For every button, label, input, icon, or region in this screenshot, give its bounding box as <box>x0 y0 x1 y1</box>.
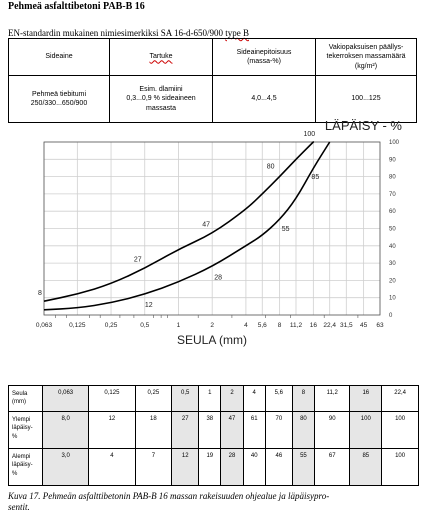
cell-line: 4,0...4,5 <box>251 95 277 103</box>
sieves-cell: 0,5 <box>172 386 199 412</box>
curve-value-label: 47 <box>202 221 211 229</box>
chart-grid <box>44 142 380 318</box>
y-tick-label: 60 <box>389 209 396 216</box>
x-tick-label: 0,125 <box>69 322 86 329</box>
lower-cell: 28 <box>221 449 243 486</box>
x-tick-label: 11,2 <box>289 322 303 329</box>
sieves-cell: 16 <box>350 386 382 412</box>
cell-line: (massa-%) <box>247 58 281 65</box>
y-tick-label: 70 <box>389 191 396 198</box>
cell-line: 250/330...650/900 <box>30 100 88 107</box>
sieves-cell: 4 <box>243 386 265 412</box>
curve-value-label: 12 <box>144 302 153 310</box>
spec-header-binder <box>9 39 110 76</box>
row-label <box>9 412 43 449</box>
y-tick-label: 90 <box>389 157 396 164</box>
sieve-row <box>9 386 419 412</box>
curve-value-label: 55 <box>281 225 290 233</box>
row-label-line: läpäisy- <box>12 425 33 432</box>
y-tick-label: 20 <box>389 278 396 285</box>
cell-line: (kg/m²) <box>354 62 378 70</box>
spec-cell-mass <box>316 76 417 123</box>
cell-line: Pehmeä tiebitumi <box>31 90 87 98</box>
y-tick-label: 0 <box>389 313 393 319</box>
lower-cell: 40 <box>243 449 265 486</box>
lower-cell: 3,0 <box>43 449 89 486</box>
upper-cell: 70 <box>265 412 292 449</box>
row-label-line: % <box>12 470 18 477</box>
grading-chart <box>0 118 429 350</box>
row-label <box>9 449 43 486</box>
x-tick-label: 0,25 <box>104 322 118 329</box>
curve-value-label: 28 <box>214 274 223 282</box>
page-title: Pehmeä asfalttibetoni PAB-B 16 <box>8 1 145 12</box>
y-tick-label: 100 <box>389 140 400 146</box>
x-axis-ticks <box>36 322 384 329</box>
x-tick-label: 8 <box>277 322 282 329</box>
curve-value-label: 80 <box>266 163 275 171</box>
upper-cell: 100 <box>382 412 419 449</box>
cell-line: Vakiopaksuisen päällys- <box>328 43 404 51</box>
row-label-line: % <box>12 433 18 440</box>
sieves-cell: 1 <box>199 386 221 412</box>
upper-cell: 12 <box>89 412 135 449</box>
upper-cell: 80 <box>292 412 314 449</box>
x-tick-label: 16 <box>309 322 317 329</box>
cell-line: 100...125 <box>351 95 381 103</box>
sieves-cell: 0,25 <box>135 386 172 412</box>
sieves-cell: 0,125 <box>89 386 135 412</box>
cell-line: Esim. dlamiini <box>139 85 183 93</box>
curve-value-label: 85 <box>311 173 320 181</box>
y-axis-ticks <box>389 140 400 319</box>
sieves-cell: 22,4 <box>382 386 419 412</box>
x-tick-label: 5,6 <box>257 322 267 329</box>
spec-header-binder-content <box>213 39 316 76</box>
upper-cell: 47 <box>221 412 243 449</box>
sieves-cell: 11,2 <box>315 386 350 412</box>
cell-line: Sideainepitoisuus <box>236 48 292 56</box>
lower-cell: 55 <box>292 449 314 486</box>
row-label-line: Alempi <box>12 454 31 460</box>
curve-value-label: 27 <box>133 256 142 264</box>
spec-header-mass <box>316 39 417 76</box>
upper-cell: 100 <box>350 412 382 449</box>
x-tick-label: 31,5 <box>339 322 353 329</box>
x-tick-label: 1 <box>176 322 181 329</box>
cell-line: Tartuke <box>149 53 173 61</box>
spec-cell-adhesion <box>110 76 213 123</box>
spec-header-adhesion <box>110 39 213 76</box>
spec-cell-binder <box>9 76 110 123</box>
figure-caption <box>8 491 420 514</box>
lower-cell: 19 <box>199 449 221 486</box>
sieves-cell: 0,063 <box>43 386 89 412</box>
y-tick-label: 40 <box>389 243 396 250</box>
upper-cell: 38 <box>199 412 221 449</box>
grading-table <box>8 385 419 486</box>
curve-value-label: 100 <box>303 131 316 138</box>
caption-line: sentit. <box>8 502 30 513</box>
lower-cell: 85 <box>350 449 382 486</box>
y-tick-label: 10 <box>389 295 396 302</box>
lower-cell: 46 <box>265 449 292 486</box>
x-tick-label: 22,4 <box>323 322 337 329</box>
upper-cell: 27 <box>172 412 199 449</box>
x-tick-label: 0,063 <box>35 322 53 329</box>
lower-cell: 12 <box>172 449 199 486</box>
spec-cell-binder-content <box>213 76 316 123</box>
specification-table <box>8 38 417 123</box>
upper-cell: 90 <box>315 412 350 449</box>
x-tick-label: 0,5 <box>140 322 150 329</box>
sieves-cell: 5,6 <box>265 386 292 412</box>
lower-row <box>9 449 419 486</box>
upper-cell: 8,0 <box>43 412 89 449</box>
upper-cell: 61 <box>243 412 265 449</box>
curve-value-label: 8 <box>38 290 42 298</box>
sieves-cell: 8 <box>292 386 314 412</box>
chart-title: LÄPÄISY - % <box>324 118 402 133</box>
x-axis-label: SEULA (mm) <box>176 333 248 347</box>
y-tick-label: 80 <box>389 174 396 181</box>
y-tick-label: 50 <box>389 226 396 233</box>
row-label-line: Ylempi <box>12 417 31 423</box>
cell-line: 0,3...0,9 % sideaineen <box>126 95 196 103</box>
caption-line: Kuva 17. Pehmeän asfalttibetonin PAB-B 16 massan rakeisuuden ohjealue ja läpäisypro- <box>8 491 330 501</box>
standard-type: type B <box>225 28 249 38</box>
lower-cell: 7 <box>135 449 172 486</box>
row-label-line: Seula <box>12 391 28 397</box>
lower-cell: 100 <box>382 449 419 486</box>
standard-example-text: EN-standardin mukainen nimiesimerkiksi SA 16-d-650/900 <box>8 28 226 38</box>
row-label <box>9 386 43 412</box>
cell-line: Sideaine <box>45 53 73 61</box>
cell-line: massasta <box>146 104 176 112</box>
upper-cell: 18 <box>135 412 172 449</box>
x-tick-label: 45 <box>360 322 368 329</box>
cell-line: tekerroksen massamäärä <box>326 53 406 61</box>
x-tick-label: 4 <box>244 322 248 329</box>
y-tick-label: 30 <box>389 261 396 268</box>
standard-example <box>8 28 249 38</box>
row-label-line: (mm) <box>12 399 26 406</box>
lower-cell: 67 <box>315 449 350 486</box>
upper-row <box>9 412 419 449</box>
x-tick-label: 2 <box>210 322 215 329</box>
lower-cell: 4 <box>89 449 135 486</box>
x-tick-label: 63 <box>376 322 384 329</box>
sieves-cell: 2 <box>221 386 243 412</box>
row-label-line: läpäisy- <box>12 462 33 469</box>
